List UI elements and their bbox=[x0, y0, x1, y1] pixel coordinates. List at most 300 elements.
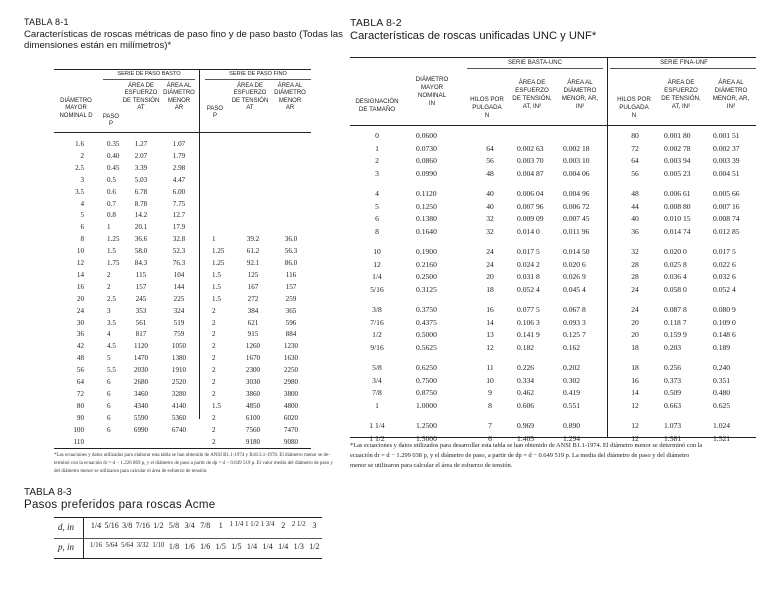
table-cell: 40 bbox=[486, 189, 494, 198]
table-cell: 2 bbox=[107, 282, 111, 291]
table-cell: 1.5000 bbox=[416, 433, 437, 443]
table-cell: 1.6 bbox=[75, 140, 84, 148]
table-cell: 12 bbox=[76, 259, 84, 267]
table-cell: 1.0000 bbox=[416, 400, 437, 410]
acme-d-value: 1 1/2 bbox=[245, 521, 259, 528]
table-cell: 0.7500 bbox=[416, 375, 437, 385]
table-cell: 12.7 bbox=[172, 211, 186, 220]
table-row bbox=[0, 163, 186, 172]
acme-d-value: 5/16 bbox=[104, 521, 119, 530]
table-cell: 3.5 bbox=[107, 318, 116, 327]
table-cell: 272 bbox=[247, 294, 259, 303]
table-cell: 36 bbox=[76, 330, 84, 339]
table-cell: 0.004 87 bbox=[517, 168, 544, 178]
acme-d-value: 7/8 bbox=[200, 521, 211, 530]
acme-d-value: 3/8 bbox=[122, 521, 133, 530]
table-row bbox=[0, 235, 298, 244]
table-cell: 2 bbox=[212, 437, 216, 446]
acme-d-value: 1/2 bbox=[153, 521, 164, 530]
table-cell: 6.78 bbox=[134, 187, 148, 196]
table-cell: 9 bbox=[488, 388, 492, 398]
table-cell: 5/8 bbox=[372, 363, 382, 372]
table-cell: 14 bbox=[486, 317, 494, 327]
table-cell: 1.25 bbox=[212, 247, 225, 256]
table-cell: 39.2 bbox=[246, 235, 260, 244]
acme-p-value: 1/3 bbox=[293, 542, 304, 551]
table-cell: 0.003 94 bbox=[664, 156, 691, 166]
table-cell: 596 bbox=[285, 318, 297, 327]
table-cell: 0.0600 bbox=[416, 131, 437, 140]
table-cell: 12 bbox=[486, 342, 494, 352]
table-cell: 0.020 6 bbox=[563, 259, 586, 269]
table-cell: 1.5 bbox=[212, 282, 221, 291]
table-cell: 6 bbox=[107, 413, 111, 422]
table-cell: 0.093 3 bbox=[563, 317, 586, 327]
table-cell: 28 bbox=[631, 259, 639, 269]
header-coarse-pitch: PASO P bbox=[102, 114, 120, 128]
table-cell: 0.008 74 bbox=[713, 214, 740, 224]
table-cell: 0.8 bbox=[107, 211, 116, 220]
table-8-1-bottom-rule bbox=[54, 448, 311, 449]
table-cell: 0.302 bbox=[563, 375, 581, 385]
coarse-group-rule bbox=[103, 79, 195, 80]
table-cell: 0.007 45 bbox=[563, 214, 590, 224]
table-cell: 5 bbox=[107, 354, 111, 363]
table-cell: 0.052 4 bbox=[713, 284, 736, 294]
table-cell: 621 bbox=[247, 318, 259, 327]
table-cell: 6020 bbox=[283, 413, 299, 422]
table-cell: 0.052 4 bbox=[517, 284, 540, 294]
table-cell: 86.0 bbox=[284, 259, 298, 267]
table-cell: 0.240 bbox=[713, 363, 731, 372]
table-cell: 5 bbox=[80, 211, 84, 220]
table-cell: 1 bbox=[107, 223, 111, 232]
table-cell: 144 bbox=[173, 282, 185, 291]
table-cell: 0.017 5 bbox=[517, 247, 540, 256]
table-row bbox=[0, 223, 186, 232]
table-cell: 0.031 8 bbox=[517, 272, 540, 282]
table-cell: 0.014 74 bbox=[664, 226, 691, 236]
table-cell: 0.373 bbox=[664, 375, 682, 385]
table-cell: 0.0730 bbox=[416, 143, 437, 153]
table-cell: 0.969 bbox=[517, 421, 535, 430]
table-row bbox=[0, 389, 299, 398]
table-row bbox=[0, 199, 186, 208]
acme-p-value: 5/64 bbox=[121, 542, 134, 549]
table-cell: 42 bbox=[76, 342, 84, 351]
table-cell: 4850 bbox=[245, 401, 261, 410]
table-cell: 1/2 bbox=[372, 330, 382, 340]
table-cell: 1.5 bbox=[212, 401, 221, 410]
table-cell: 0.203 bbox=[664, 342, 682, 352]
table-cell: 2.5 bbox=[107, 294, 116, 303]
table-cell: 7.75 bbox=[172, 199, 186, 208]
table-cell: 4800 bbox=[283, 401, 299, 410]
header-unc-minor-area: ÁREA AL DIÁMETRO MENOR, AR, IN² bbox=[561, 79, 599, 110]
table-cell: 0.40 bbox=[107, 151, 120, 160]
table-cell: 6 bbox=[107, 389, 111, 398]
table-cell: 8 bbox=[488, 400, 492, 410]
table-cell: 0.419 bbox=[563, 388, 581, 398]
table-cell: 1 bbox=[375, 400, 379, 410]
table-cell: 561 bbox=[135, 318, 147, 327]
table-cell: 5 bbox=[375, 201, 379, 211]
table-cell: 9180 bbox=[245, 437, 261, 446]
table-row bbox=[0, 437, 299, 446]
table-cell: 157 bbox=[135, 282, 147, 291]
table-cell: 1.27 bbox=[134, 140, 148, 148]
table-cell: 3280 bbox=[171, 389, 187, 398]
table-cell: 0.509 bbox=[664, 388, 682, 398]
table-cell: 48 bbox=[486, 168, 494, 178]
table-cell: 1.5 bbox=[212, 294, 221, 303]
unc-group-rule bbox=[467, 68, 603, 69]
table-cell: 6 bbox=[80, 223, 84, 232]
table-cell: 2 bbox=[212, 366, 216, 375]
group-unc-series: SERIE BASTA-UNC bbox=[508, 60, 562, 66]
header-fine-minor-area: ÁREA AL DIÁMETRO MENOR AR bbox=[274, 83, 306, 111]
table-cell: 1.294 bbox=[563, 433, 581, 443]
table-8-3-label-divider bbox=[83, 518, 84, 558]
table-cell: 24 bbox=[631, 305, 639, 314]
table-cell: 5.03 bbox=[134, 175, 148, 184]
table-cell: 48 bbox=[631, 189, 639, 198]
table-cell: 0.045 4 bbox=[563, 284, 586, 294]
acme-d-value: 3/4 bbox=[184, 521, 195, 530]
table-cell: 0.1900 bbox=[416, 247, 437, 256]
table-cell: 167 bbox=[247, 282, 259, 291]
acme-d-value: 3 bbox=[312, 521, 317, 530]
table-cell: 16 bbox=[631, 375, 639, 385]
table-8-3-top-rule bbox=[54, 517, 322, 518]
table-cell: 3.5 bbox=[75, 187, 84, 196]
table-cell: 12 bbox=[373, 259, 381, 269]
table-cell: 1470 bbox=[133, 354, 149, 363]
table-cell: 28 bbox=[631, 272, 639, 282]
table-cell: 0.005 23 bbox=[664, 168, 691, 178]
header-unf-minor-area: ÁREA AL DIÁMETRO MENOR, AR, IN² bbox=[712, 79, 750, 110]
table-row bbox=[0, 140, 186, 148]
table-cell: 40 bbox=[631, 214, 639, 224]
table-cell: 0.2500 bbox=[416, 272, 437, 282]
table-cell: 30 bbox=[76, 318, 84, 327]
table-cell: 157 bbox=[285, 282, 297, 291]
table-cell: 0.002 63 bbox=[517, 143, 544, 153]
table-cell: 3/8 bbox=[372, 305, 382, 314]
table-8-3-label: TABLA 8-3 bbox=[24, 487, 72, 498]
table-cell: 0.001 80 bbox=[664, 131, 691, 140]
table-cell: 2 bbox=[212, 354, 216, 363]
table-cell: 5/16 bbox=[370, 284, 384, 294]
table-cell: 2.07 bbox=[134, 151, 148, 160]
table-cell: 384 bbox=[247, 306, 259, 315]
table-cell: 0.148 6 bbox=[713, 330, 736, 340]
table-cell: 0.004 51 bbox=[713, 168, 740, 178]
table-row bbox=[0, 131, 740, 140]
acme-d-value: 2 1/2 bbox=[291, 521, 306, 528]
acme-p-value: 1/4 bbox=[278, 542, 289, 551]
table-cell: 1260 bbox=[245, 342, 261, 351]
table-cell: 2 bbox=[80, 151, 84, 160]
table-8-3-bottom-rule bbox=[54, 558, 322, 559]
table-cell: 5.5 bbox=[107, 366, 116, 375]
table-cell: 0.017 5 bbox=[713, 247, 736, 256]
table-cell: 0.032 6 bbox=[713, 272, 736, 282]
table-cell: 36.6 bbox=[134, 235, 148, 244]
table-cell: 100 bbox=[73, 425, 84, 434]
table-row bbox=[0, 401, 299, 410]
table-cell: 10 bbox=[486, 375, 494, 385]
table-cell: 6 bbox=[107, 401, 111, 410]
table-cell: 20 bbox=[631, 330, 639, 340]
table-cell: 24 bbox=[486, 247, 494, 256]
table-cell: 56.3 bbox=[284, 247, 298, 256]
table-cell: 0.1380 bbox=[416, 214, 437, 224]
table-cell: 4 bbox=[107, 330, 111, 339]
table-cell: 0.663 bbox=[664, 400, 682, 410]
group-fine-series: SERIE DE PASO FINO bbox=[229, 71, 287, 77]
table-cell: 14 bbox=[76, 270, 84, 279]
table-cell: 6740 bbox=[171, 425, 187, 434]
acme-d-value: 7/16 bbox=[135, 521, 150, 530]
table-cell: 0.202 bbox=[563, 363, 581, 372]
table-cell: 5360 bbox=[171, 413, 187, 422]
table-cell: 84.3 bbox=[134, 259, 148, 267]
table-8-2-divider bbox=[607, 57, 608, 437]
table-cell: 24 bbox=[76, 306, 84, 315]
table-cell: 0.162 bbox=[563, 342, 581, 352]
table-cell: 14.2 bbox=[134, 211, 148, 220]
table-cell: 1.25 bbox=[212, 259, 225, 267]
table-cell: 10 bbox=[373, 247, 381, 256]
table-cell: 56 bbox=[76, 366, 84, 375]
table-cell: 0.182 bbox=[517, 342, 535, 352]
table-cell: 110 bbox=[73, 437, 84, 446]
table-cell: 40 bbox=[486, 201, 494, 211]
table-row bbox=[0, 294, 297, 303]
table-cell: 7470 bbox=[283, 425, 299, 434]
table-cell: 0.004 06 bbox=[563, 168, 590, 178]
table-row bbox=[0, 282, 297, 291]
table-8-1-top-rule bbox=[54, 69, 311, 70]
table-cell: 1 bbox=[375, 143, 379, 153]
table-cell: 7/16 bbox=[370, 317, 384, 327]
table-cell: 0.45 bbox=[107, 163, 120, 172]
acme-d-value: 1 3/4 bbox=[260, 521, 275, 528]
table-cell: 2300 bbox=[245, 366, 261, 375]
table-cell: 1.5 bbox=[212, 270, 221, 279]
table-cell: 0.004 96 bbox=[563, 189, 590, 198]
table-cell: 0.1250 bbox=[416, 201, 437, 211]
header-unc-threads-per-inch: HILOS POR PULGADA N bbox=[470, 96, 504, 119]
header-nominal-major-diameter: DIÁMETRO MAYOR NOMINAL IN bbox=[415, 76, 449, 107]
table-cell: 0.025 8 bbox=[664, 259, 687, 269]
table-cell: 1 1/4 bbox=[369, 421, 385, 430]
table-cell: 2030 bbox=[133, 366, 149, 375]
table-cell: 1.75 bbox=[107, 259, 120, 267]
table-cell: 10 bbox=[76, 247, 84, 256]
table-cell: 259 bbox=[285, 294, 297, 303]
table-cell: 1050 bbox=[171, 342, 187, 351]
table-cell: 0.189 bbox=[713, 342, 731, 352]
table-cell: 4340 bbox=[133, 401, 149, 410]
table-cell: 5590 bbox=[133, 413, 149, 422]
table-row bbox=[0, 156, 740, 166]
table-cell: 817 bbox=[135, 330, 147, 339]
table-cell: 0.058 0 bbox=[664, 284, 687, 294]
table-8-2-label: TABLA 8-2 bbox=[350, 17, 402, 29]
table-cell: 0.020 0 bbox=[664, 247, 687, 256]
table-cell: 915 bbox=[247, 330, 259, 339]
table-8-2-header-rule bbox=[350, 125, 756, 126]
table-cell: 56 bbox=[631, 168, 639, 178]
table-row bbox=[0, 354, 299, 363]
table-8-1-title-line1: Características de roscas métricas de paso fino y de paso basto (Todas las bbox=[24, 29, 343, 40]
group-unf-series: SERIE FINA-UNF bbox=[660, 60, 708, 66]
table-cell: 12 bbox=[631, 400, 639, 410]
table-cell: 48 bbox=[76, 354, 84, 363]
table-8-1-footnote-line2: terminó con la ecuación dr = d − 1.226 869 p, y el diámetro de paso a partir de dp = d − 0.649 519 p. El valor medio del diámetro de paso y bbox=[54, 461, 333, 466]
table-cell: 52.3 bbox=[172, 247, 186, 256]
table-cell: 2250 bbox=[283, 366, 299, 375]
header-coarse-minor-area: ÁREA AL DIÁMETRO MENOR AR bbox=[163, 83, 195, 111]
table-cell: 0.024 2 bbox=[517, 259, 540, 269]
table-cell: 0.256 bbox=[664, 363, 682, 372]
table-cell: 0.109 0 bbox=[713, 317, 736, 327]
table-8-1-footnote-line1: *Las ecuaciones y datos utilizados para elaborar esta tabla se han obtenido de ANSI B1.1-1974 y B18.3.1-1978. El diámetro menor se de- bbox=[54, 453, 330, 458]
table-cell: 1120 bbox=[134, 342, 148, 351]
table-cell: 6100 bbox=[245, 413, 261, 422]
table-cell: 0.014 0 bbox=[517, 226, 540, 236]
table-cell: 115 bbox=[135, 270, 147, 279]
table-cell: 1380 bbox=[171, 354, 187, 363]
table-cell: 0.077 5 bbox=[517, 305, 540, 314]
table-cell: 8 bbox=[80, 235, 84, 244]
table-cell: 0.003 10 bbox=[563, 156, 590, 166]
table-cell: 324 bbox=[173, 306, 185, 315]
table-8-3-mid-rule bbox=[54, 538, 322, 539]
table-cell: 0.3125 bbox=[416, 284, 437, 294]
acme-p-label: p, in bbox=[58, 542, 75, 552]
table-8-1-footnote-line3: del diámetro menor se utilizaron para calcular el área de esfuerzo de tensión. bbox=[54, 469, 208, 474]
table-cell: 0 bbox=[375, 131, 379, 140]
table-cell: 7 bbox=[488, 421, 492, 430]
table-cell: 0.007 16 bbox=[713, 201, 740, 211]
table-cell: 0.0990 bbox=[416, 168, 437, 178]
table-cell: 72 bbox=[631, 143, 639, 153]
table-cell: 3 bbox=[80, 175, 84, 184]
table-cell: 1.405 bbox=[517, 433, 535, 443]
table-8-3-title: Pasos preferidos para roscas Acme bbox=[24, 499, 216, 511]
table-cell: 13 bbox=[486, 330, 494, 340]
table-cell: 44 bbox=[631, 201, 639, 211]
table-row bbox=[0, 413, 299, 422]
table-cell: 2520 bbox=[171, 378, 187, 386]
table-cell: 0.009 09 bbox=[517, 214, 544, 224]
table-cell: 80 bbox=[76, 401, 84, 410]
table-cell: 3 bbox=[375, 168, 379, 178]
table-cell: 519 bbox=[173, 318, 185, 327]
table-cell: 1.521 bbox=[713, 433, 731, 443]
table-cell: 1.2500 bbox=[416, 421, 437, 430]
table-cell: 0.006 61 bbox=[664, 189, 691, 198]
table-cell: 56 bbox=[486, 156, 494, 166]
table-cell: 24 bbox=[631, 284, 639, 294]
table-row bbox=[0, 425, 299, 434]
table-cell: 90 bbox=[76, 413, 84, 422]
table-cell: 3 bbox=[107, 306, 111, 315]
table-cell: 32 bbox=[631, 247, 639, 256]
table-cell: 4.47 bbox=[172, 175, 186, 184]
table-cell: 0.125 7 bbox=[563, 330, 586, 340]
table-cell: 0.008 80 bbox=[664, 201, 691, 211]
table-cell: 36.0 bbox=[284, 235, 298, 244]
table-cell: 6.00 bbox=[172, 187, 186, 196]
table-8-1-header-rule bbox=[54, 132, 311, 133]
table-cell: 0.011 96 bbox=[563, 226, 590, 236]
table-8-2-footnote-line1: *Las ecuaciones y datos utilizados para desarrollar esta tabla se han obtenido de ANSI B1.1-1974. El diámetro menor se determinó con la bbox=[350, 442, 703, 449]
table-cell: 0.007 96 bbox=[517, 201, 544, 211]
header-nominal-diameter: DIÁMETRO MAYOR NOMINAL D bbox=[59, 98, 93, 119]
table-cell: 8 bbox=[375, 226, 379, 236]
table-cell: 884 bbox=[285, 330, 297, 339]
table-cell: 0.606 bbox=[517, 400, 535, 410]
table-cell: 2 bbox=[107, 270, 111, 279]
acme-p-value: 1/16 bbox=[89, 542, 103, 549]
table-cell: 0.6250 bbox=[416, 363, 437, 372]
table-cell: 64 bbox=[486, 143, 494, 153]
table-cell: 1630 bbox=[283, 354, 299, 363]
fine-group-rule bbox=[205, 79, 311, 80]
table-cell: 1.79 bbox=[172, 151, 186, 160]
table-cell: 2 bbox=[212, 306, 216, 315]
table-cell: 0.014 50 bbox=[563, 247, 590, 256]
table-8-2-bottom-rule bbox=[350, 437, 756, 438]
table-cell: 32.8 bbox=[172, 235, 186, 244]
table-cell: 0.6 bbox=[107, 187, 116, 196]
table-cell: 0.006 72 bbox=[563, 201, 590, 211]
acme-d-value: 5/8 bbox=[168, 521, 180, 530]
table-cell: 2680 bbox=[133, 378, 149, 386]
table-cell: 0.3750 bbox=[416, 305, 437, 314]
table-cell: 20.1 bbox=[134, 223, 148, 232]
table-cell: 24 bbox=[486, 259, 494, 269]
table-cell: 1.07 bbox=[172, 140, 186, 148]
table-row bbox=[0, 175, 186, 184]
table-cell: 3/4 bbox=[372, 375, 382, 385]
table-cell: 0.7 bbox=[107, 199, 116, 208]
table-cell: 1670 bbox=[245, 354, 261, 363]
table-row bbox=[0, 366, 299, 375]
table-cell: 8.78 bbox=[134, 199, 148, 208]
acme-p-value: 5/64 bbox=[105, 542, 118, 549]
table-cell: 104 bbox=[173, 270, 185, 279]
table-cell: 2 bbox=[212, 318, 216, 327]
table-cell: 0.159 9 bbox=[664, 330, 687, 340]
table-row bbox=[0, 211, 186, 220]
table-cell: 1230 bbox=[283, 342, 299, 351]
table-cell: 365 bbox=[285, 306, 297, 315]
unf-group-rule bbox=[610, 68, 756, 69]
header-unf-threads-per-inch: HILOS POR PULGADA N bbox=[617, 96, 651, 119]
table-cell: 245 bbox=[135, 294, 147, 303]
table-cell: 20 bbox=[486, 272, 494, 282]
table-cell: 0.003 70 bbox=[517, 156, 544, 166]
table-cell: 6 bbox=[375, 214, 379, 224]
table-cell: 2 bbox=[212, 330, 216, 339]
table-cell: 18 bbox=[631, 363, 639, 372]
table-cell: 64 bbox=[76, 378, 84, 386]
